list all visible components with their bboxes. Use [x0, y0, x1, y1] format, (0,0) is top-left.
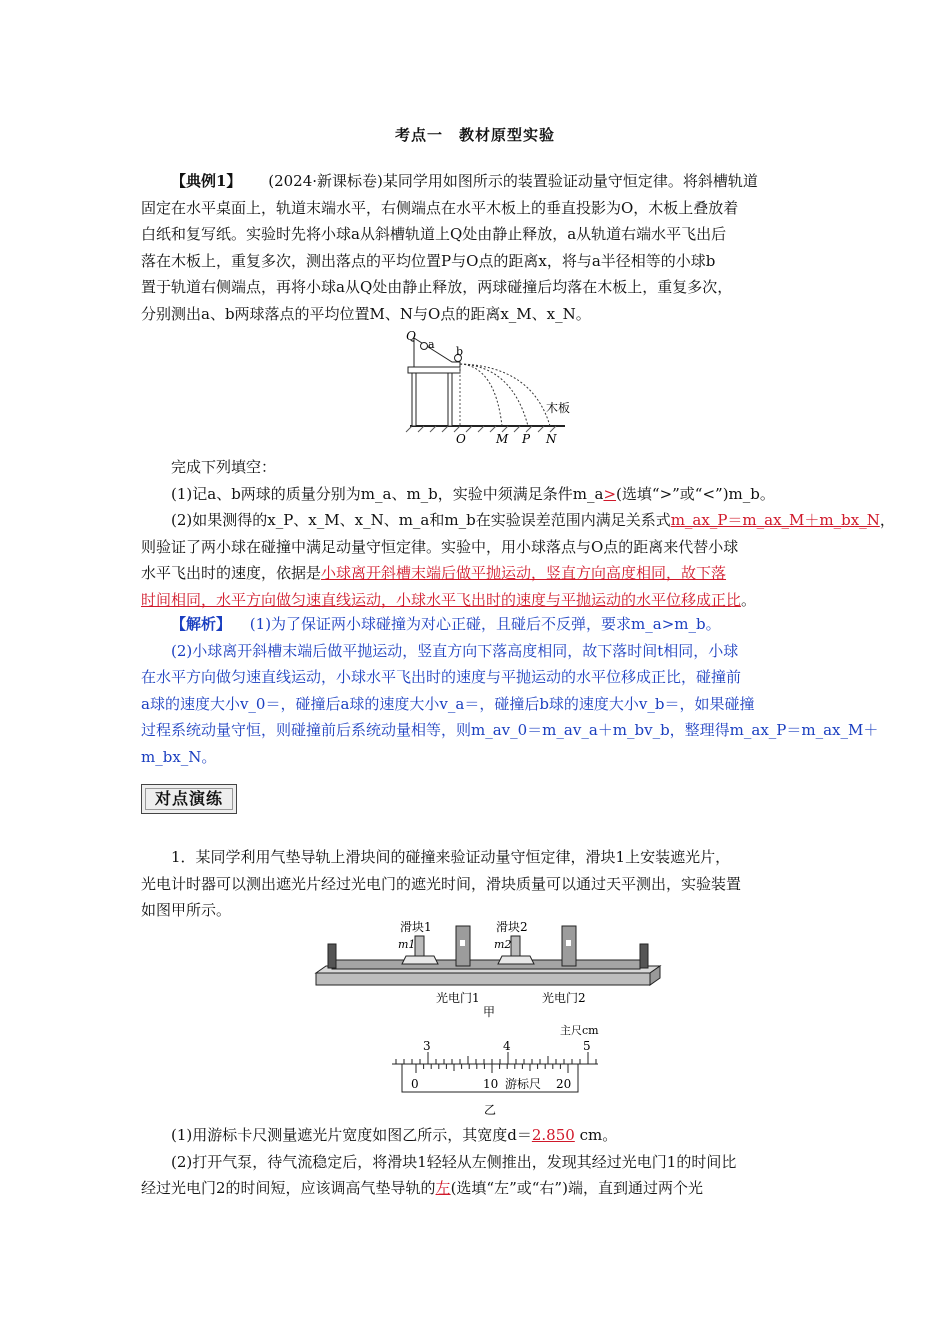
q2-line4-end: 。 — [741, 590, 757, 609]
ramp-figure — [400, 326, 575, 448]
label-N: N — [546, 432, 557, 446]
air-track-figure — [310, 918, 670, 1018]
analysis-line: 在水平方向做匀速直线运动，小球水平飞出时的速度与平抛运动的水平位移成正比，碰撞前 — [141, 668, 742, 686]
label-Q: Q — [406, 329, 416, 343]
practice-tag: 对点演练 — [141, 784, 237, 814]
main-scale-label: 主尺cm — [560, 1024, 599, 1037]
p1-q2-answer: 左 — [435, 1179, 451, 1197]
q2-answer: m_ax_P＝m_ax_M＋m_bx_N — [670, 511, 880, 529]
example-paragraph — [141, 168, 811, 327]
example-line: 固定在水平桌面上，轨道末端水平，右侧端点在水平木板上的垂直投影为O，木板上叠放着 — [141, 198, 739, 217]
slider2-label: 滑块2 — [496, 920, 528, 934]
ball-a — [421, 343, 428, 350]
analysis-line: 过程系统动量守恒，则碰撞前后系统动量相等，则m_av_0＝m_av_a＋m_bv_b，整理得m_ax_P＝m_ax_M＋ — [141, 721, 879, 739]
vernier-tick-20: 20 — [556, 1077, 572, 1091]
fill-intro: 完成下列填空： — [171, 458, 277, 476]
gate1-label: 光电门1 — [436, 991, 480, 1005]
q2-line3-text: 水平飞出时的速度，依据是 — [141, 564, 322, 582]
q1-text-end: (选填“>”或“<”)m_b。 — [616, 484, 775, 503]
slider2-mass: m2 — [494, 938, 512, 951]
p1-q1-text: (1)用游标卡尺测量遮光片宽度如图乙所示，其宽度d＝ — [171, 1126, 532, 1144]
analysis-line: a球的速度大小v_0＝，碰撞后a球的速度大小v_a＝，碰撞后b球的速度大小v_b＝，如果碰撞 — [141, 694, 755, 713]
example-line: 白纸和复写纸。实验时先将小球a从斜槽轨道上Q处由静止释放，a从轨道右端水平飞出后 — [141, 225, 727, 243]
q2-reason-answer-cont: 时间相同，水平方向做匀速直线运动，小球水平飞出时的速度与平抛运动的水平位移成正比 — [141, 590, 742, 609]
problem1-line: 1．某同学利用气垫导轨上滑块间的碰撞来验证动量守恒定律，滑块1上安装遮光片， — [171, 848, 731, 866]
vernier-tick-10: 10 — [483, 1077, 499, 1091]
analysis-line: (2)小球离开斜槽末端后做平抛运动，竖直方向下落高度相同，故下落时间t相同，小球 — [171, 641, 739, 660]
p1-q1-end: cm。 — [574, 1126, 618, 1144]
main-tick-4: 4 — [503, 1039, 511, 1053]
example-tag: 【典例1】 — [171, 172, 242, 190]
analysis-p1: (1)为了保证两小球碰撞为对心正碰，且碰后不反弹，要求m_a>m_b。 — [249, 615, 721, 633]
main-tick-5: 5 — [583, 1039, 591, 1053]
analysis-section — [141, 611, 879, 770]
slider1-label: 滑块1 — [400, 920, 432, 934]
example-line: 置于轨道右侧端点，再将小球a从Q处由静止释放，两球碰撞后均落在木板上，重复多次， — [141, 278, 733, 296]
problem1-line: 如图甲所示。 — [141, 901, 232, 919]
figure-jia-caption: 甲 — [483, 1005, 496, 1018]
label-M: M — [496, 432, 509, 446]
q1-text: (1)记a、b两球的质量分别为m_a、m_b，实验中须满足条件m_a — [171, 484, 604, 503]
fill-in-section — [141, 454, 895, 613]
p1-q2-text: 经过光电门2的时间短，应该调高气垫导轨的 — [141, 1179, 436, 1197]
example-line: 分别测出a、b两球落点的平均位置M、N与O点的距离x_M、x_N。 — [141, 304, 591, 323]
label-b: b — [456, 345, 464, 358]
q2-line: 则验证了两小球在碰撞中满足动量守恒定律。实验中，用小球落点与O点的距离来代替小球 — [141, 537, 739, 556]
q2-text: (2)如果测得的x_P、x_M、x_N、m_a和m_b在实验误差范围内满足关系式 — [171, 511, 671, 529]
vernier-tick-0: 0 — [411, 1077, 419, 1091]
label-P: P — [522, 432, 531, 446]
p1-q1-answer: 2.850 — [531, 1126, 575, 1144]
example-source: (2024·新课标卷) — [268, 172, 383, 190]
figure-yi-caption: 乙 — [484, 1103, 497, 1117]
q1-answer: > — [603, 484, 617, 503]
problem1-questions — [141, 1122, 811, 1202]
q2-text-end: ， — [879, 511, 895, 529]
analysis-tag: 【解析】 — [171, 615, 232, 633]
label-board: 木板 — [546, 401, 571, 415]
vernier-figure — [388, 1020, 603, 1118]
example-line: 落在木板上，重复多次，测出落点的平均位置P与O点的距离x，将与a半径相等的小球b — [141, 251, 716, 270]
vernier-scale-label: 游标尺 — [505, 1077, 542, 1091]
analysis-line: m_bx_N。 — [141, 747, 217, 766]
section-title: 考点一 教材原型实验 — [394, 126, 555, 144]
problem1-paragraph — [141, 844, 811, 924]
problem1-line: 光电计时器可以测出遮光片经过光电门的遮光时间，滑块质量可以通过天平测出，实验装置 — [141, 874, 742, 893]
p1-q2-line: (2)打开气泵，待气流稳定后，将滑块1轻轻从左侧推出，发现其经过光电门1的时间比 — [171, 1152, 737, 1171]
label-O: O — [456, 432, 466, 446]
p1-q2-end: (选填“左”或“右”)端，直到通过两个光 — [450, 1179, 703, 1197]
label-a: a — [428, 338, 435, 351]
example-line: 某同学用如图所示的装置验证动量守恒定律。将斜槽轨道 — [382, 172, 758, 190]
slider1-mass: m1 — [398, 938, 416, 951]
q2-reason-answer: 小球离开斜槽末端后做平抛运动，竖直方向高度相同，故下落 — [321, 564, 727, 582]
gate2-label: 光电门2 — [542, 991, 586, 1005]
main-tick-3: 3 — [423, 1039, 431, 1053]
